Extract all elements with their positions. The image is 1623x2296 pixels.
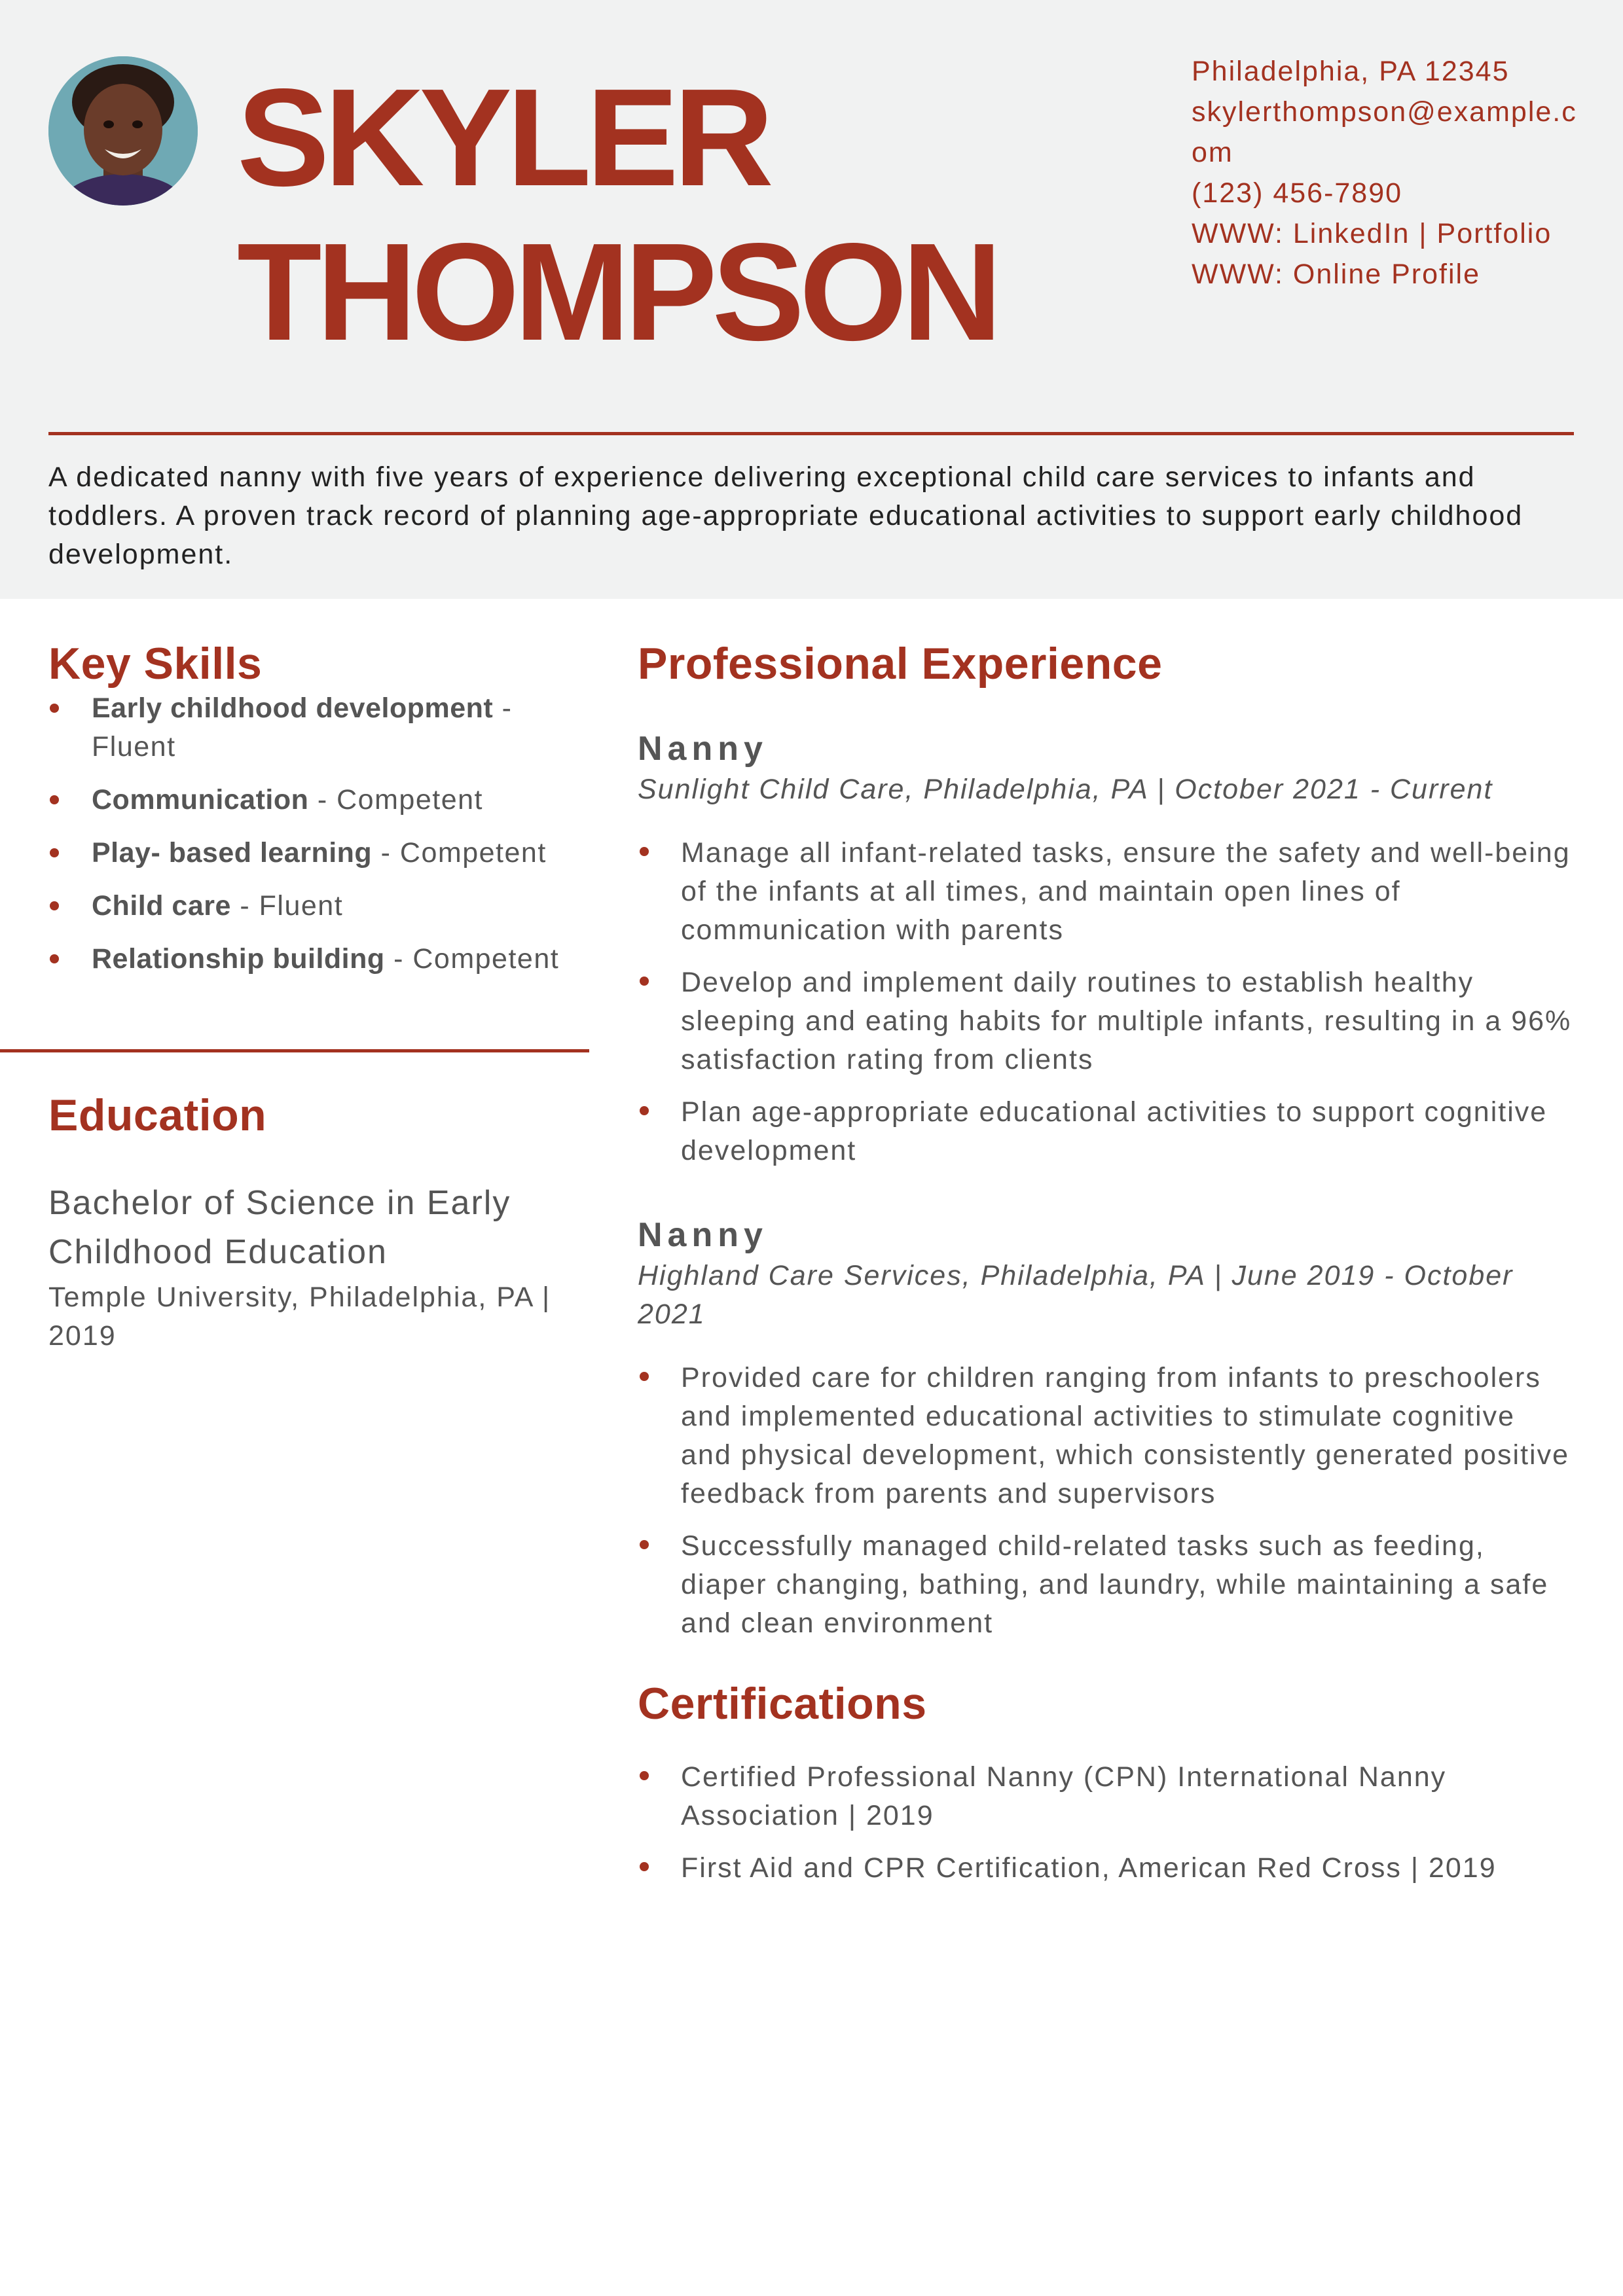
first-name: SKYLER xyxy=(237,60,769,215)
education-degree: Bachelor of Science in Early Childhood Education xyxy=(48,1184,511,1271)
job-bullet: Plan age-appropriate educational activities to support cognitive development xyxy=(638,1093,1574,1170)
header-divider xyxy=(48,432,1574,435)
skill-item: Communication - Competent xyxy=(48,781,572,819)
profile-photo xyxy=(48,56,198,206)
left-column xyxy=(48,638,572,993)
candidate-name xyxy=(237,60,997,369)
job-title: Nanny xyxy=(638,730,768,768)
skills-title: Key Skills xyxy=(48,639,263,689)
skill-level: Competent xyxy=(412,943,560,975)
skill-item: Early childhood development - Fluent xyxy=(48,689,572,766)
skill-name: Early childhood development xyxy=(92,692,494,724)
job-meta: Sunlight Child Care, Philadelphia, PA | October 2021 - Current xyxy=(638,774,1493,805)
skill-name: Child care xyxy=(92,890,231,922)
job-meta: Highland Care Services, Philadelphia, PA | June 2019 - October 2021 xyxy=(638,1260,1514,1330)
job-dates: October 2021 - Current xyxy=(1175,774,1493,805)
certifications-title: Certifications xyxy=(638,1679,927,1729)
skill-item: Play- based learning - Competent xyxy=(48,834,572,872)
skill-level: Competent xyxy=(399,837,547,869)
skills-list xyxy=(48,689,572,978)
education-title: Education xyxy=(48,1090,267,1140)
certifications-list xyxy=(638,1758,1574,1888)
experience-title: Professional Experience xyxy=(638,639,1163,689)
summary-text: A dedicated nanny with five years of experience delivering exceptional child care services to infants and toddlers. A proven track record of planning age-appropriate educational activities to support early childhood development. xyxy=(48,461,1523,570)
job-bullet: Successfully managed child-related tasks such as feeding, diaper changing, bathing, and laundry, while maintaining a safe and clean environment xyxy=(638,1527,1574,1643)
job-bullets xyxy=(638,1359,1574,1643)
job-title: Nanny xyxy=(638,1216,768,1254)
contact-phone[interactable]: (123) 456-7890 xyxy=(1192,177,1403,209)
job-dates: June 2019 - October 2021 xyxy=(638,1260,1514,1330)
job-location: Philadelphia, PA xyxy=(980,1260,1205,1291)
contact-profile[interactable]: WWW: Online Profile xyxy=(1192,259,1480,290)
right-column xyxy=(638,638,1574,1901)
job-bullets xyxy=(638,834,1574,1170)
contact-links[interactable]: WWW: LinkedIn | Portfolio xyxy=(1192,218,1552,249)
skill-level: Fluent xyxy=(92,731,176,762)
skill-name: Communication xyxy=(92,784,309,816)
experience-section xyxy=(638,638,1574,1643)
certifications-section xyxy=(638,1678,1574,1888)
job-bullet: Develop and implement daily routines to establish healthy sleeping and eating habits for multiple infants, resulting in a 96% satisfaction rating from clients xyxy=(638,963,1574,1079)
skill-item: Child care - Fluent xyxy=(48,887,572,925)
contact-email[interactable]: skylerthompson@example.com xyxy=(1192,96,1577,168)
contact-location: Philadelphia, PA 12345 xyxy=(1192,56,1510,87)
contact-block xyxy=(1192,51,1584,295)
certification-item: First Aid and CPR Certification, American Red Cross | 2019 xyxy=(638,1849,1574,1888)
job-location: Philadelphia, PA xyxy=(923,774,1148,805)
education-school: Temple University, Philadelphia, PA | 2019 xyxy=(48,1282,551,1352)
education-section xyxy=(48,1090,572,1355)
job-bullet: Provided care for children ranging from infants to preschoolers and implemented educational activities to stimulate cognitive and physical development, which consistently generated positive feedback from parents and supervisors xyxy=(638,1359,1574,1513)
skill-level: Competent xyxy=(337,784,483,816)
left-divider xyxy=(0,1049,589,1052)
last-name: THOMPSON xyxy=(237,214,997,369)
job-bullet: Manage all infant-related tasks, ensure the safety and well-being of the infants at all times, and maintain open lines of communication with parents xyxy=(638,834,1574,950)
job-company: Sunlight Child Care xyxy=(638,774,905,805)
skill-name: Play- based learning xyxy=(92,837,373,869)
job-company: Highland Care Services xyxy=(638,1260,962,1291)
certification-item: Certified Professional Nanny (CPN) International Nanny Association | 2019 xyxy=(638,1758,1574,1835)
skill-item: Relationship building - Competent xyxy=(48,940,572,978)
skill-level: Fluent xyxy=(259,890,344,922)
skill-name: Relationship building xyxy=(92,943,385,975)
